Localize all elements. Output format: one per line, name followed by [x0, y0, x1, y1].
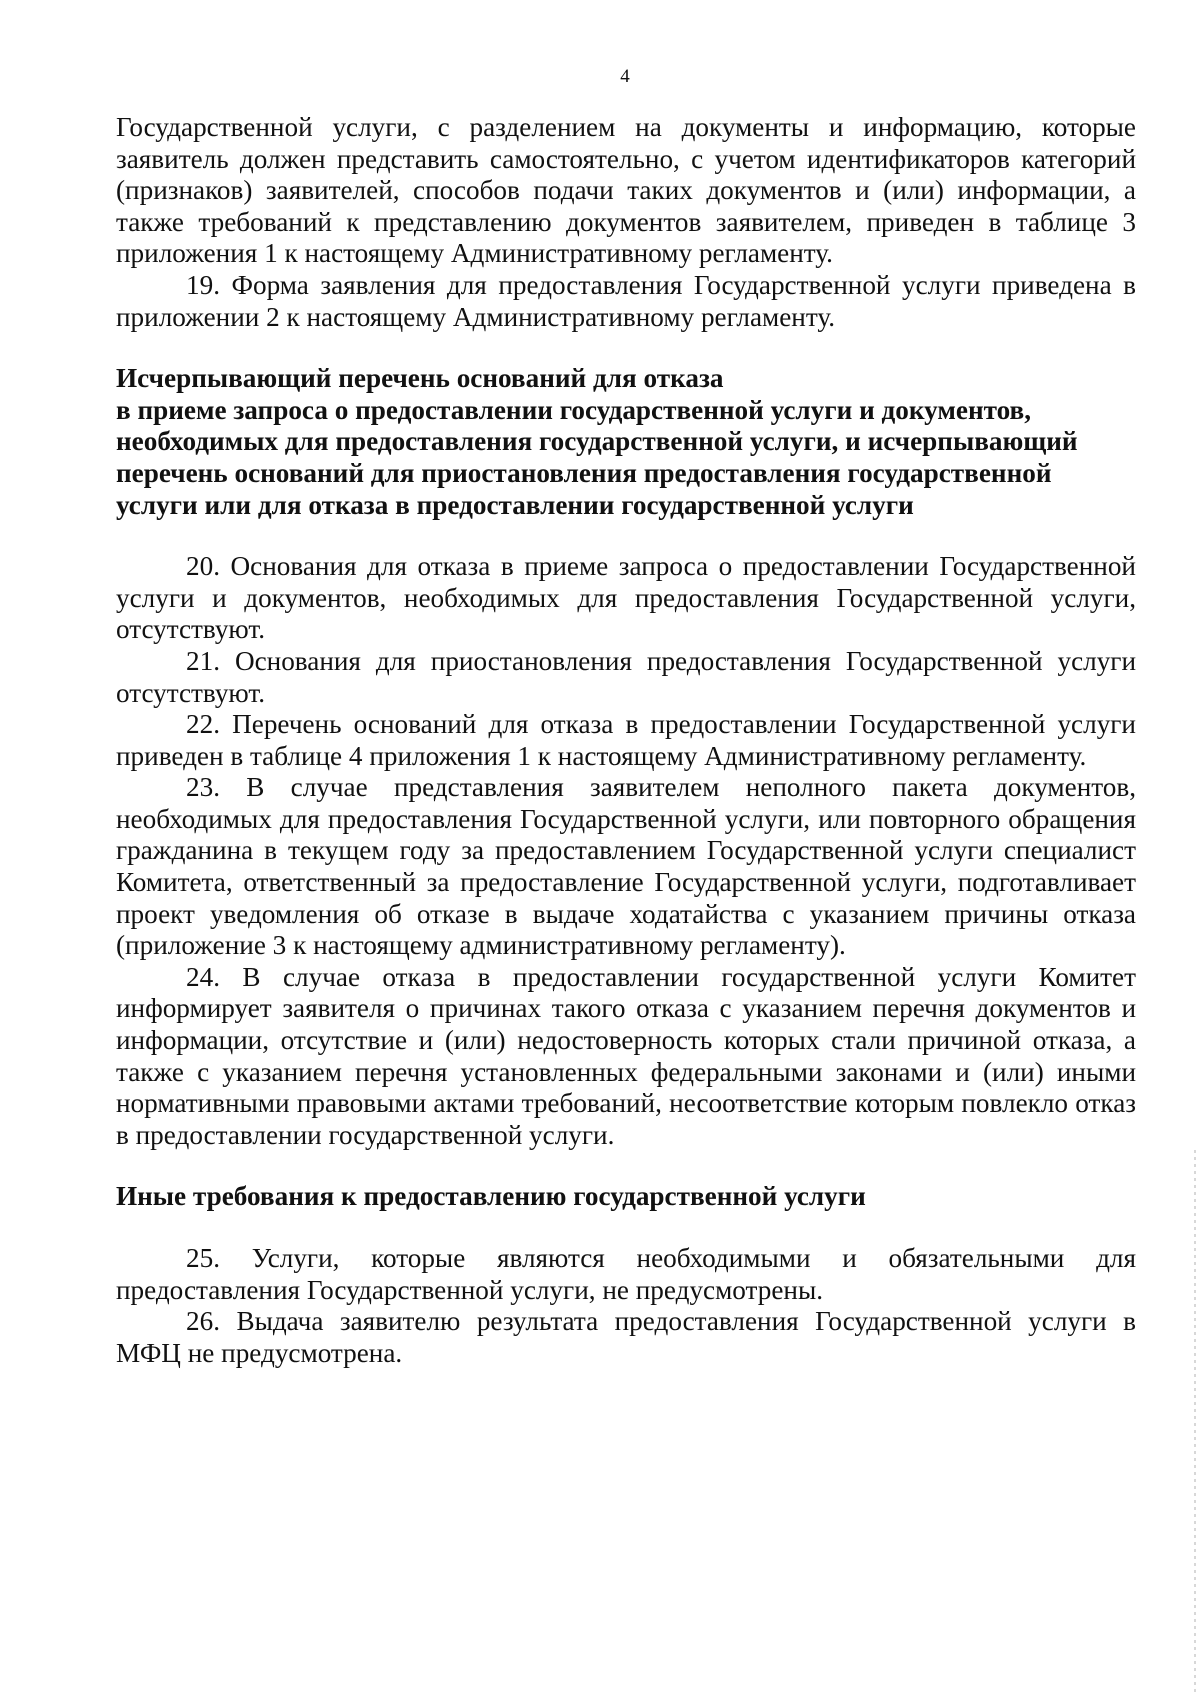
section-title-line: услуги или для отказа в предоставлении государственной услуги [116, 489, 914, 520]
paragraph-23: 23. В случае представления заявителем неполного пакета документов, необходимых для предоставления Государственной услуги, или повторного обращения гражданина в текущем году за предоставлением Государственной услуги специалист Комитета, ответственный за предоставление Государственной услуги, подготавливает проект уведомления об отказе в выдаче ходатайства с указанием причины отказа (приложение 3 к настоящему административному регламенту). [116, 772, 1136, 961]
page-number: 4 [620, 66, 630, 87]
section-title-other-requirements: Иные требования к предоставлению государственной услуги [116, 1181, 866, 1212]
scan-edge-artifact [1194, 1150, 1196, 1696]
section-title-line: Исчерпывающий перечень оснований для отказа [116, 363, 724, 394]
paragraph-24: 24. В случае отказа в предоставлении государственной услуги Комитет информирует заявителя о причинах такого отказа с указанием перечня документов и информации, отсутствие и (или) недостоверность которых стали причиной отказа, а также с указанием перечня установленных федеральными законами и (или) иными нормативными правовыми актами требований, несоответствие которым повлекло отказ в предоставлении государственной услуги. [116, 961, 1136, 1150]
paragraph-25: 25. Услуги, которые являются необходимыми и обязательными для предоставления Государственной услуги, не предусмотрены. [116, 1243, 1136, 1305]
paragraph-21: 21. Основания для приостановления предоставления Государственной услуги отсутствуют. [116, 645, 1136, 708]
paragraph-22: 22. Перечень оснований для отказа в предоставлении Государственной услуги приведен в таблице 4 приложения 1 к настоящему Административному регламенту. [116, 709, 1136, 771]
intro-paragraph-continuation: Государственной услуги, с разделением на документы и информацию, которые заявитель должен представить самостоятельно, с учетом идентификаторов категорий (признаков) заявителей, способов подачи таких документов и (или) информации, а также требований к представлению документов заявителем, приведен в таблице 3 приложения 1 к настоящему Административному регламенту. [116, 112, 1136, 269]
paragraph-19: 19. Форма заявления для предоставления Государственной услуги приведена в приложении 2 к настоящему Административному регламенту. [116, 269, 1136, 332]
document-body [116, 112, 1136, 1369]
section-title-line: перечень оснований для приостановления предоставления государственной [116, 457, 1052, 488]
section-title-refusal-grounds [116, 363, 1136, 521]
paragraph-26: 26. Выдача заявителю результата предоставления Государственной услуги в МФЦ не предусмотрена. [116, 1306, 1136, 1368]
section-title-line: в приеме запроса о предоставлении государственной услуги и документов, [116, 394, 1032, 425]
paragraph-20: 20. Основания для отказа в приеме запроса о предоставлении Государственной услуги и документов, необходимых для предоставления Государственной услуги, отсутствуют. [116, 551, 1136, 645]
section-title-line: необходимых для предоставления государственной услуги, и исчерпывающий [116, 426, 1078, 457]
